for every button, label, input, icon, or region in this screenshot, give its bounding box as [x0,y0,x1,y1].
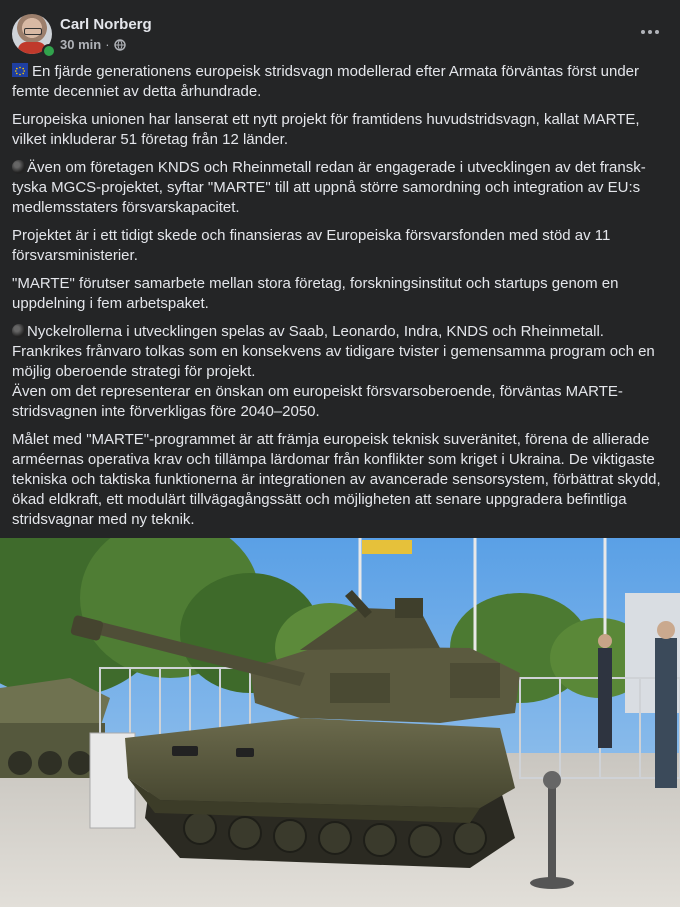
globe-icon[interactable] [114,39,126,51]
post-header [0,0,680,62]
black-circle-icon [12,324,26,338]
post-paragraph: Europeiska unionen har lanserat ett nytt projekt för framtidens huvudstridsvagn, kallat MARTE, vilket inkluderar 51 företag från 12 länder. [12,111,640,148]
paragraph-text: Även om företagen KNDS och Rheinmetall redan är engagerade i utvecklingen av det fransk-tyska MGCS-projektet, syftar "MARTE" till att uppnå större samordning och integration av EU:s medlemsstaters försvarskapacitet. [12,159,646,216]
yellow-flag [362,540,412,554]
post-paragraph [12,158,668,218]
post-paragraph: Målet med "MARTE"-programmet är att främja europeisk teknisk suveränitet, förena de allierade arméernas operativa krav och tillämpa lärdomar från konflikter som kriget i Ukraina. De viktigaste tekniska och taktiska funktionerna är integrationen av avancerade sensorsystem, förbättrat skydd, ökad eldkraft, ett modulärt tillvägagångssätt och möjligheten att senare uppgradera befintliga stridsvagnar med ny teknik. [12,431,661,528]
post-photo-tank[interactable] [0,538,680,907]
paragraph-text: En fjärde generationens europeisk stridsvagn modellerad efter Armata förväntas först under femte decenniet av detta århundrade. [12,63,640,100]
online-status-icon [42,44,56,58]
author-name[interactable]: Carl Norberg [60,16,152,33]
ellipsis-icon [640,29,660,35]
post-text [12,62,668,538]
post-paragraph [12,62,668,102]
meta-separator: · [105,37,110,52]
paragraph-text: Nyckelrollerna i utvecklingen spelas av Saab, Leonardo, Indra, KNDS och Rheinmetall. Frankrikes frånvaro tolkas som en konsekvens av tidigare tvister i gemensamma program och en möjlig oberoende strategi för projekt. Även om det representerar en önskan om europeiskt försvarsoberoende, förväntas MARTE-stridsvagnen inte förverkligas före 2040–2050. [12,323,655,420]
post-paragraph: "MARTE" förutser samarbete mellan stora företag, forskningsinstitut och startups genom en uppdelning i fem arbetspaket. [12,275,619,312]
more-options-button[interactable] [632,18,668,46]
post-timestamp[interactable]: 30 min [60,37,102,52]
post-paragraph [12,322,668,422]
post-paragraph: Projektet är i ett tidigt skede och finansieras av Europeiska försvarsfonden med stöd av 11 försvarsministerier. [12,227,611,264]
black-circle-icon [12,160,26,174]
avatar-glasses [24,28,42,35]
post-meta [60,37,126,52]
eu-flag-icon [12,63,28,75]
